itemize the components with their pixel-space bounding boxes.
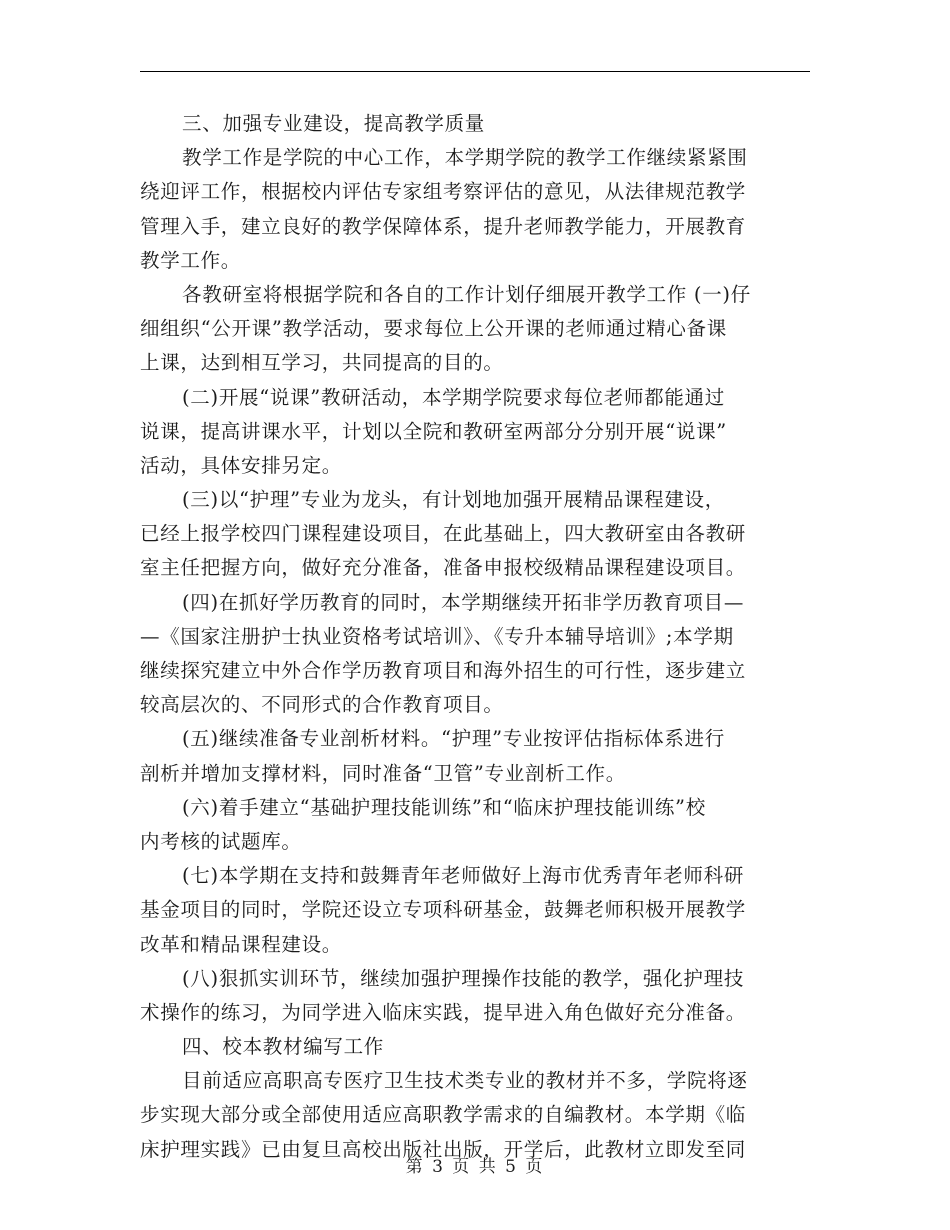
text-line: 管理入手，建立良好的教学保障体系，提升老师教学能力，开展教育 (140, 214, 747, 238)
text-line: 各教研室将根据学院和各自的工作计划仔细展开教学工作 (一)仔 (182, 282, 751, 306)
text-line: 目前适应高职高专医疗卫生技术类专业的教材并不多，学院将逐 (182, 1069, 748, 1093)
text-line: 上课，达到相互学习，共同提高的目的。 (140, 351, 504, 375)
header-rule (140, 71, 810, 72)
text-line: 室主任把握方向，做好充分准备，准备申报校级精品课程建设项目。 (140, 556, 747, 580)
text-line: (六)着手建立“基础护理技能训练”和“临床护理技能训练”校 (182, 795, 706, 819)
text-line: (三)以“护理”专业为龙头，有计划地加强开展精品课程建设， (182, 488, 725, 512)
text-line: 内考核的试题库。 (140, 829, 302, 853)
text-line: 绕迎评工作，根据校内评估专家组考察评估的意见，从法律规范教学 (140, 180, 747, 204)
text-line: 说课，提高讲课水平，计划以全院和教研室两部分分别开展“说课” (140, 419, 727, 443)
text-line: 继续探究建立中外合作学历教育项目和海外招生的可行性，逐步建立 (140, 659, 747, 682)
section-heading: 四、校本教材编写工作 (182, 1035, 385, 1059)
text-line: 细组织“公开课”教学活动，要求每位上公开课的老师通过精心备课 (140, 317, 727, 341)
text-line: 教学工作。 (140, 248, 242, 272)
text-line: 床护理实践》已由复旦高校出版社出版，开学后，此教材立即发至同 (140, 1137, 747, 1161)
text-line: 较高层次的、不同形式的合作教育项目。 (140, 693, 504, 717)
text-line: (八)狠抓实训环节，继续加强护理操作技能的教学，强化护理技 (182, 966, 745, 990)
text-line: 步实现大部分或全部使用适应高职教学需求的自编教材。本学期《临 (140, 1103, 747, 1127)
text-line: (七)本学期在支持和鼓舞青年老师做好上海市优秀青年老师科研 (182, 864, 745, 888)
page-number: 第 3 页 共 5 页 (405, 1157, 545, 1177)
text-line: 改革和精品课程建设。 (140, 932, 343, 956)
text-line: 活动，具体安排另定。 (140, 453, 343, 477)
text-line: —《国家注册护士执业资格考试培训》、《专升本辅导培训》;本学期 (140, 624, 734, 648)
text-line: (二)开展“说课”教研活动，本学期学院要求每位老师都能通过 (182, 385, 725, 409)
text-line: 剖析并增加支撑材料，同时准备“卫管”专业剖析工作。 (140, 761, 626, 785)
text-line: 基金项目的同时，学院还设立专项科研基金，鼓舞老师积极开展教学 (140, 898, 747, 922)
document-body (140, 107, 810, 1167)
section-heading: 三、加强专业建设，提高教学质量 (182, 112, 486, 135)
text-line: 术操作的练习，为同学进入临床实践，提早进入角色做好充分准备。 (140, 1000, 747, 1024)
text-line: (四)在抓好学历教育的同时，本学期继续开拓非学历教育项目— (182, 590, 745, 614)
text-line: (五)继续准备专业剖析材料。“护理”专业按评估指标体系进行 (182, 727, 725, 751)
text-line: 教学工作是学院的中心工作，本学期学院的教学工作继续紧紧围 (182, 146, 748, 170)
text-line: 已经上报学校四门课程建设项目，在此基础上，四大教研室由各教研 (140, 522, 747, 546)
